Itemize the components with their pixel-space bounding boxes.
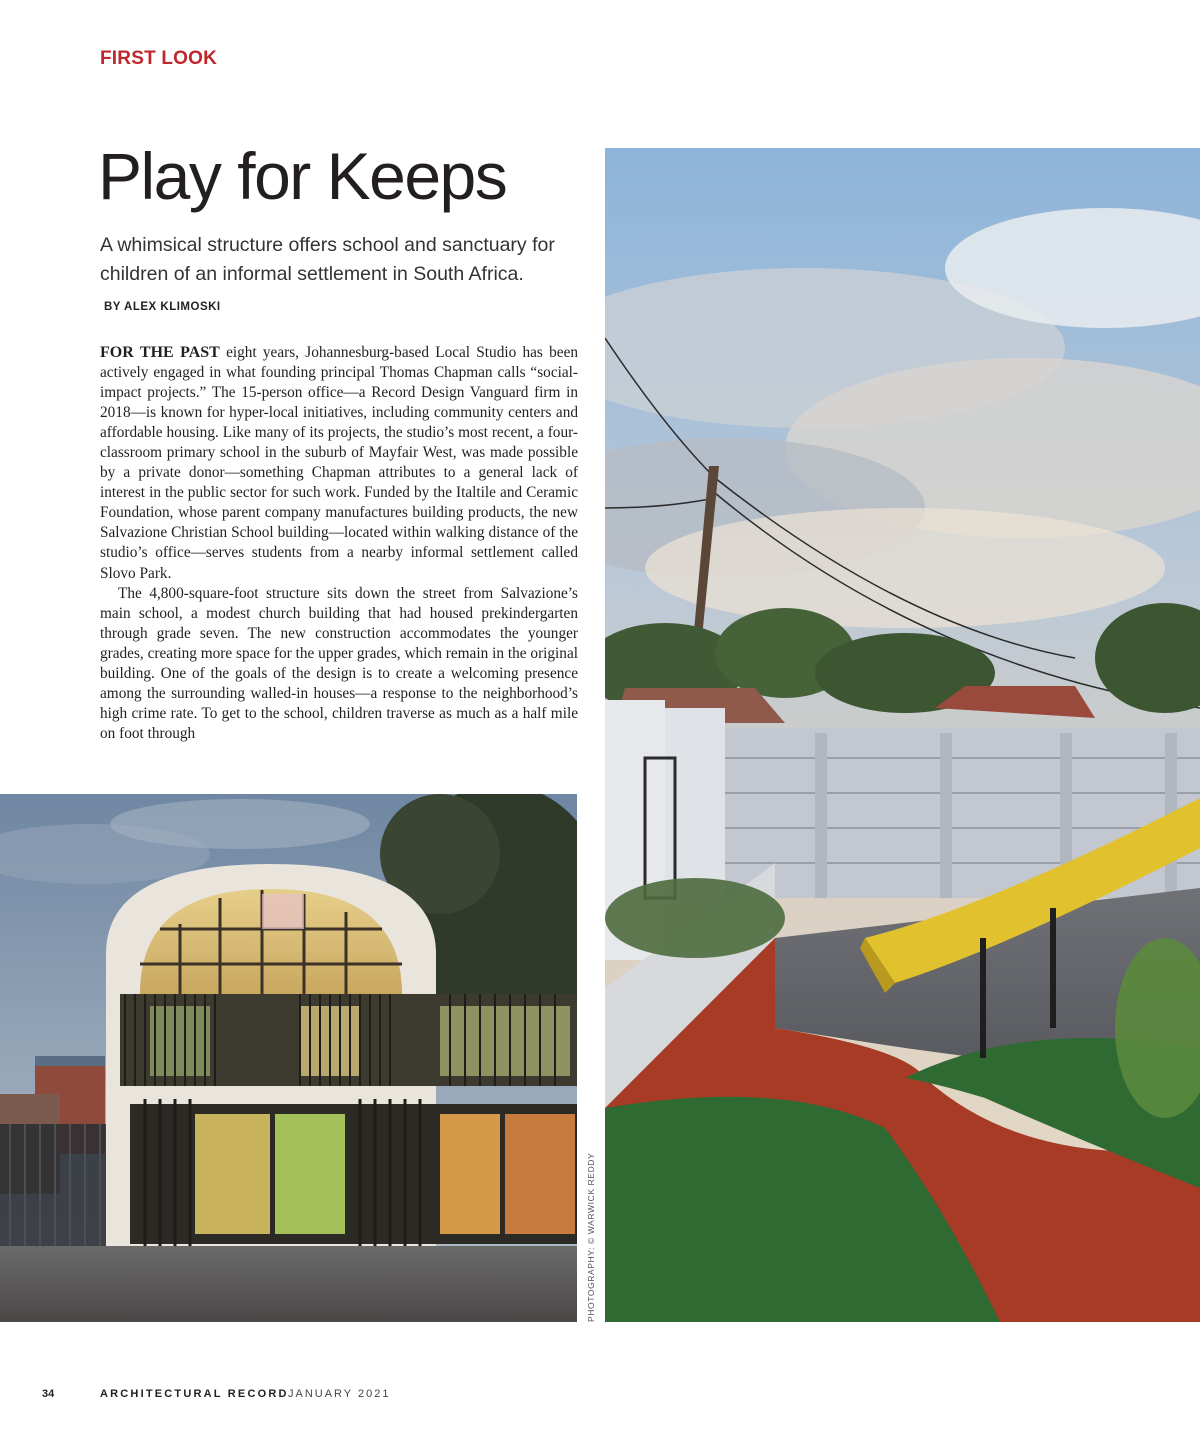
article-body [100, 343, 578, 773]
article-title: Play for Keeps [98, 139, 507, 213]
body-paragraph-1-text: eight years, Johannesburg-based Local Studio has been actively engaged in what founding principal Thomas Chapman calls “social-impact projects.” The 15-person office—a Record Design Vanguard firm in 2018—is known for hyper-local initiatives, including community centers and affordable housing. Like many of its projects, the studio’s most recent, a four-classroom primary school in the suburb of Mayfair West, was made possible by a private donor—something Chapman attributes to a general lack of interest in the public sector for such work. Funded by the Italtile and Ceramic Foundation, whose parent company manufactures building products, the new Salvazione Christian School building—located within walking distance of the studio’s office—serves students from a nearby informal settlement called Slovo Park. [100, 344, 578, 582]
magazine-name: ARCHITECTURAL RECORD [100, 1388, 289, 1400]
lead-in: FOR THE PAST [100, 344, 220, 361]
page-number: 34 [42, 1388, 55, 1400]
section-label: FIRST LOOK [100, 48, 218, 69]
body-paragraph-1 [100, 343, 578, 584]
school-building-photo [0, 794, 577, 1322]
playground-photo [605, 148, 1200, 1322]
body-paragraph-2: The 4,800-square-foot structure sits down the street from Salvazione’s main school, a modest church building that had housed prekindergarten through grade seven. The new construction accommodates the younger grades, creating more space for the upper grades, which remain in the original building. One of the goals of the design is to create a welcoming presence among the surrounding walled-in houses—a response to the neighborhood’s high crime rate. To get to the school, children traverse as much as a half mile on foot through [100, 584, 578, 742]
issue-date: JANUARY 2021 [288, 1388, 391, 1400]
photo-credit: PHOTOGRAPHY: © WARWICK REDDY [586, 1152, 596, 1322]
byline: BY ALEX KLIMOSKI [104, 301, 221, 313]
article-dek: A whimsical structure offers school and sanctuary for children of an informal settlement in South Africa. [100, 234, 555, 285]
